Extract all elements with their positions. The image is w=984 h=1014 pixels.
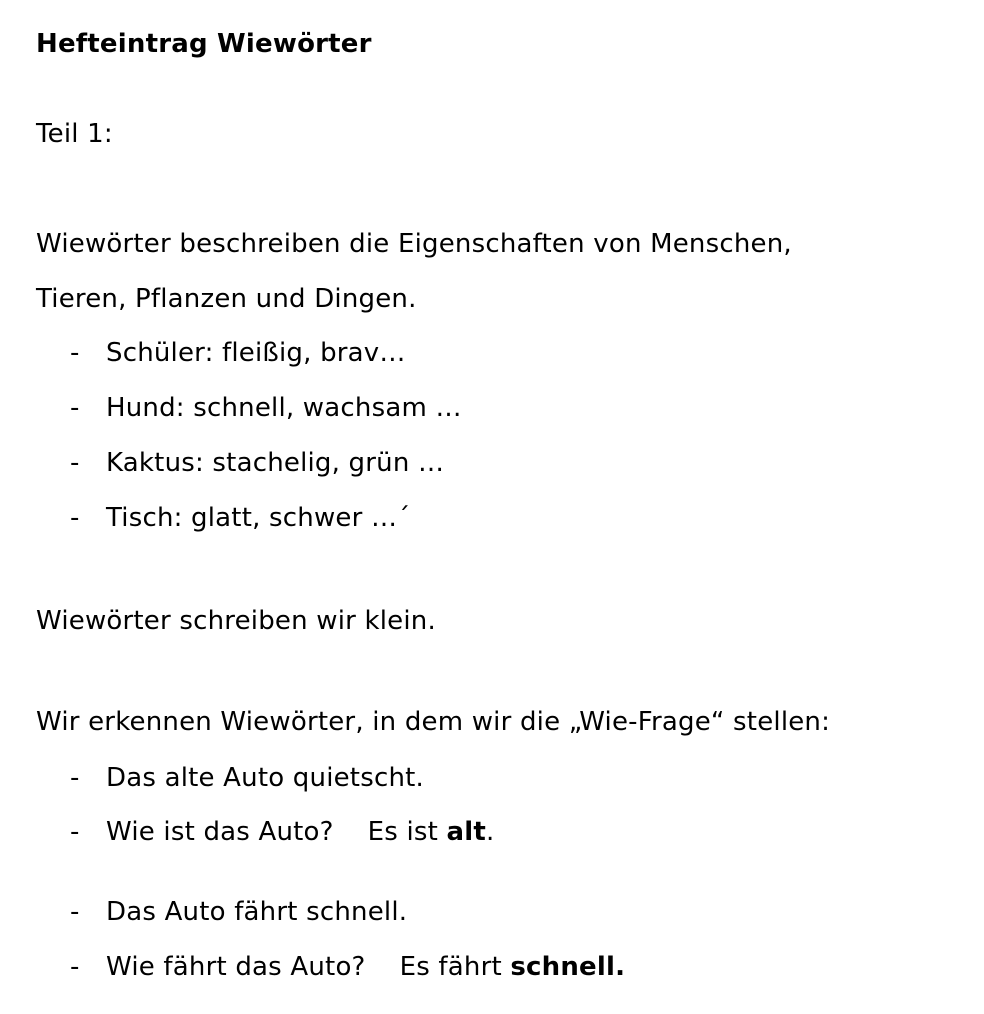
question-1: Wie ist das Auto? (106, 817, 334, 847)
answer-2-word: schnell. (510, 952, 626, 982)
intro-line-1: Wiewörter beschreiben die Eigenschaften von Menschen, (36, 229, 792, 259)
answer-1-word: alt (446, 817, 487, 847)
list-item (70, 816, 495, 848)
bullet-dash: - (70, 897, 80, 927)
list-item (70, 762, 424, 794)
question-2: Wie fährt das Auto? (106, 952, 366, 982)
bullet-dash: - (70, 393, 80, 423)
list-item (70, 447, 444, 479)
list-item (70, 337, 406, 369)
rule-lowercase: Wiewörter schreiben wir klein. (36, 606, 436, 636)
sentence-2: Das Auto fährt schnell. (106, 897, 408, 927)
bullet-dash: - (70, 817, 80, 847)
bullet-dash: - (70, 338, 80, 368)
sentence-1: Das alte Auto quietscht. (106, 763, 424, 793)
bullet-dash: - (70, 763, 80, 793)
answer-1-prefix: Es ist (367, 817, 447, 847)
list-item (70, 392, 462, 424)
answer-1-suffix: . (486, 817, 495, 847)
example-kaktus: Kaktus: stachelig, grün … (106, 448, 445, 478)
example-hund: Hund: schnell, wachsam … (106, 393, 462, 423)
rule-question: Wir erkennen Wiewörter, in dem wir die „Wie-Frage“ stellen: (36, 707, 831, 737)
bullet-dash: - (70, 448, 80, 478)
example-schueler: Schüler: fleißig, brav… (106, 338, 406, 368)
bullet-dash: - (70, 952, 80, 982)
answer-2-prefix: Es fährt (399, 952, 511, 982)
page-title: Hefteintrag Wiewörter (36, 29, 372, 59)
list-item (70, 951, 625, 983)
list-item (70, 502, 410, 534)
part-label: Teil 1: (36, 119, 113, 149)
intro-line-2: Tieren, Pflanzen und Dingen. (36, 284, 417, 314)
bullet-dash: - (70, 503, 80, 533)
list-item (70, 896, 407, 928)
example-tisch: Tisch: glatt, schwer …´ (106, 503, 411, 533)
